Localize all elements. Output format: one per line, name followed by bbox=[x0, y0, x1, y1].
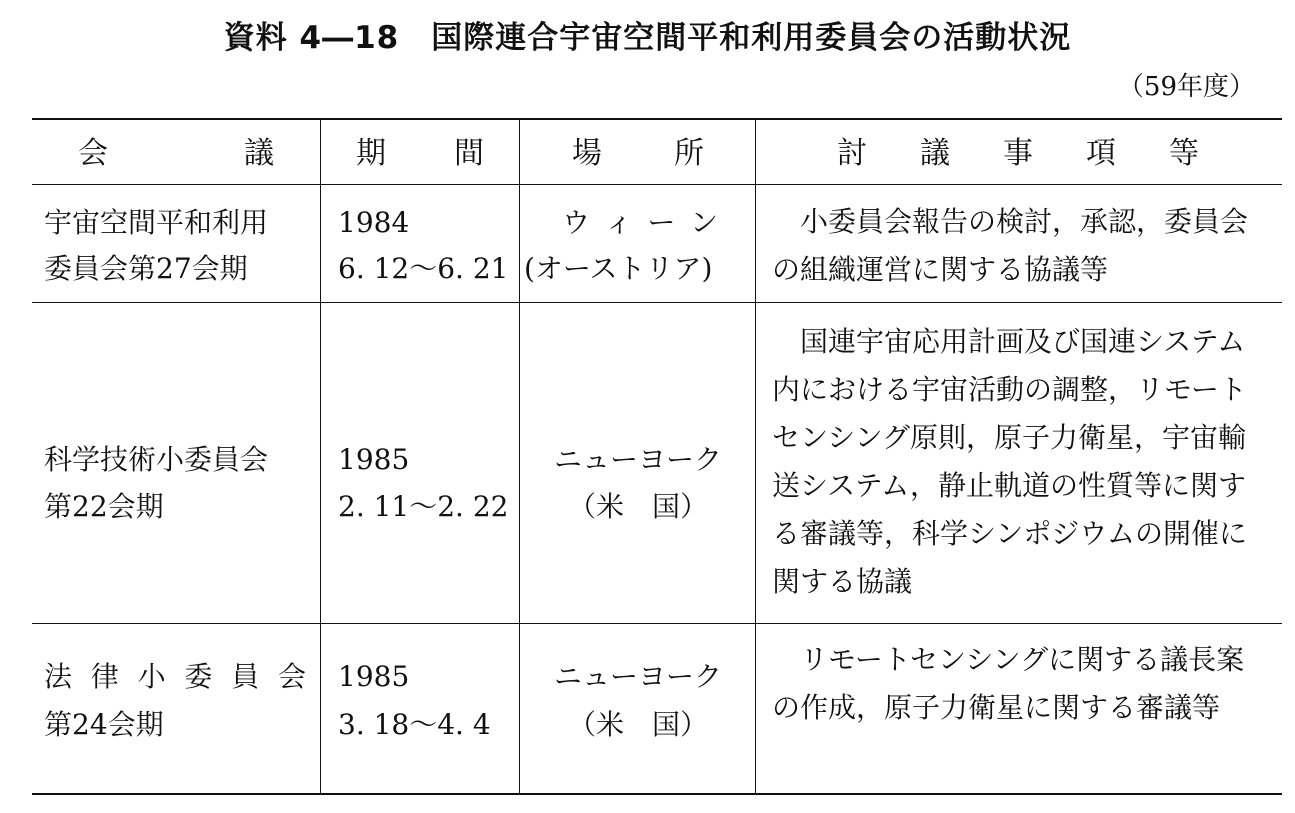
header-place-char-1: 場 bbox=[572, 136, 602, 171]
place-char: ウ bbox=[562, 206, 591, 239]
table-row-2-place-line1: ニューヨーク bbox=[553, 443, 722, 476]
table-row-3-meeting-line1 bbox=[44, 654, 306, 699]
meeting-char: 会 bbox=[277, 660, 306, 693]
header-place bbox=[572, 131, 704, 176]
header-meeting-char-2: 議 bbox=[244, 136, 274, 171]
meeting-char: 小 bbox=[137, 660, 166, 693]
header-topics-char-4: 項 bbox=[1086, 136, 1116, 171]
table-row-3-topics: リモートセンシングに関する議長案の作成，原子力衛星に関する審議等 bbox=[772, 643, 1245, 724]
header-bottom-rule bbox=[32, 184, 1282, 185]
table-row-2-meeting-line2: 第22会期 bbox=[44, 490, 164, 523]
column-divider-1 bbox=[320, 119, 321, 794]
table-row-1-meeting-line2: 委員会第27会期 bbox=[44, 252, 248, 285]
header-topics-char-5: 等 bbox=[1169, 136, 1199, 171]
place-char: ー bbox=[647, 206, 676, 239]
table-bottom-rule bbox=[32, 793, 1282, 795]
header-place-char-2: 所 bbox=[674, 136, 704, 171]
table-row-3-period-dates: 3. 18〜4. 4 bbox=[338, 708, 491, 741]
row-divider-2 bbox=[32, 623, 1282, 624]
table-row-2-place-line2: （米 国） bbox=[567, 490, 708, 523]
header-topics-char-1: 討 bbox=[837, 136, 867, 171]
table-row-1-meeting-line1: 宇宙空間平和利用 bbox=[44, 206, 269, 239]
table-row-3-period-year: 1985 bbox=[338, 660, 410, 693]
header-topics-char-3: 事 bbox=[1003, 136, 1033, 171]
table-row-1-period-year: 1984 bbox=[338, 206, 410, 239]
table-row-3-place-line2: （米 国） bbox=[567, 708, 708, 741]
table-row-3-place-line1: ニューヨーク bbox=[553, 660, 722, 693]
table-row-1-period-dates: 6. 12〜6. 21 bbox=[338, 252, 509, 285]
fiscal-year-label: （59年度） bbox=[1117, 72, 1255, 102]
table-row-2-period-year: 1985 bbox=[338, 443, 410, 476]
header-topics bbox=[837, 131, 1199, 176]
table-row-3-meeting-line2: 第24会期 bbox=[44, 708, 164, 741]
column-divider-2 bbox=[519, 119, 520, 794]
table-row-2-period-dates: 2. 11〜2. 22 bbox=[338, 490, 509, 523]
row-divider-1 bbox=[32, 302, 1282, 303]
meeting-char: 員 bbox=[231, 660, 260, 693]
header-meeting bbox=[78, 131, 274, 176]
table-row-1-place-line2: (オーストリア) bbox=[524, 252, 713, 285]
meeting-char: 法 bbox=[44, 660, 73, 693]
header-period bbox=[356, 131, 484, 176]
table-row-1-place-line1 bbox=[562, 200, 718, 245]
document-title: 資料 4―18 国際連合宇宙空間平和利用委員会の活動状況 bbox=[223, 20, 1072, 56]
table-row-2-topics: 国連宇宙応用計画及び国連システム内における宇宙活動の調整，リモートセンシング原則，原子力衛星，宇宙輸送システム，静止軌道の性質等に関する審議等，科学シンポジウムの開催に関する協議 bbox=[772, 325, 1248, 598]
meeting-char: 律 bbox=[90, 660, 119, 693]
header-period-char-2: 間 bbox=[454, 136, 484, 171]
header-meeting-char-1: 会 bbox=[78, 136, 108, 171]
meeting-char: 委 bbox=[184, 660, 213, 693]
table-row-2-meeting-line1: 科学技術小委員会 bbox=[44, 443, 269, 476]
header-topics-char-2: 議 bbox=[920, 136, 950, 171]
place-char: ン bbox=[689, 206, 718, 239]
place-char: ィ bbox=[604, 206, 633, 239]
column-divider-3 bbox=[755, 119, 756, 794]
table-top-rule bbox=[32, 118, 1282, 120]
table-row-1-topics: 小委員会報告の検討，承認，委員会の組織運営に関する協議等 bbox=[772, 205, 1249, 286]
header-period-char-1: 期 bbox=[356, 136, 386, 171]
